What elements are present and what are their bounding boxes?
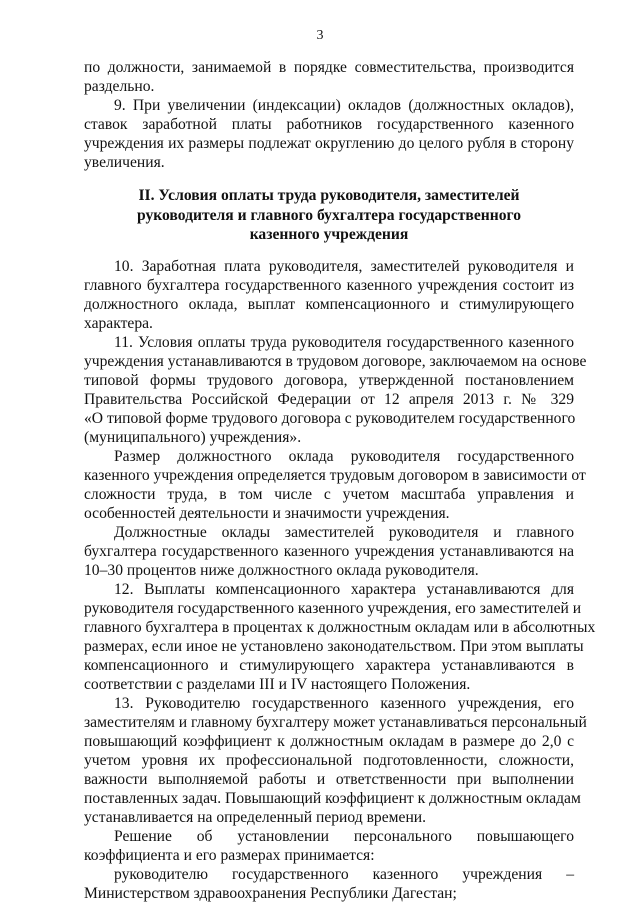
paragraph-9 — [84, 96, 574, 172]
text-line: учетом уровня их профессиональной подготовленности, сложности, — [84, 751, 574, 769]
text-line: 10. Заработная плата руководителя, заместителей руководителя и — [114, 257, 574, 275]
paragraph-13-decision — [84, 827, 574, 865]
text-line: соответствии с разделами III и IV настоящего Положения. — [84, 675, 471, 693]
text-line: главного бухгалтера в процентах к должностным окладам или в абсолютных — [84, 618, 596, 636]
text-line: Министерством здравоохранения Республики Дагестан; — [84, 884, 457, 902]
text-line: 12. Выплаты компенсационного характера устанавливаются для — [114, 580, 574, 598]
paragraph-13 — [84, 694, 587, 827]
text-line: главного бухгалтера государственного казенного учреждения состоит из — [84, 276, 574, 294]
text-line: по должности, занимаемой в порядке совместительства, производится — [84, 59, 574, 76]
heading-line: II. Условия оплаты труда руководителя, заместителей — [138, 187, 520, 204]
text-line: ставок заработной платы работников государственного казенного — [84, 116, 574, 133]
text-line: бухгалтера государственного казенного учреждения устанавливаются на — [84, 542, 574, 560]
text-line: типовой формы трудового договора, утвержденной постановлением — [84, 371, 574, 389]
text-line: заместителям и главному бухгалтеру может устанавливаться персональный — [84, 713, 587, 731]
text-line: увеличения. — [84, 154, 165, 171]
text-line: размерах, если иное не установлено законодательством. При этом выплаты — [84, 637, 584, 655]
text-line: коэффициента и его размерах принимается: — [84, 846, 375, 864]
text-line: (муниципального) учреждения». — [84, 428, 302, 446]
text-line: Должностные оклады заместителей руководителя и главного — [114, 523, 574, 541]
text-line: поставленных задач. Повышающий коэффициент к должностным окладам — [84, 789, 581, 807]
heading-line: казенного учреждения — [249, 226, 409, 243]
text-line: руководителя государственного казенного учреждения, его заместителей и — [84, 599, 582, 617]
paragraph-continuation — [84, 58, 574, 96]
text-line: «О типовой форме трудового договора с руководителем государственного — [84, 409, 576, 427]
text-line: учреждения устанавливаются в трудовом договоре, заключаемом на основе — [84, 352, 587, 370]
text-line: руководителю государственного казенного учреждения – — [114, 865, 574, 883]
paragraph-12 — [84, 580, 596, 694]
paragraph-11-deputies — [84, 523, 574, 580]
paragraph-10 — [84, 257, 574, 333]
text-line: 9. При увеличении (индексации) окладов (должностных окладов), — [114, 97, 574, 114]
text-line: 11. Условия оплаты труда руководителя государственного казенного — [114, 333, 574, 351]
text-line: важности выполняемой работы и ответственности при выполнении — [84, 770, 574, 788]
text-line: 13. Руководителю государственного казенного учреждения, его — [114, 694, 574, 712]
text-line: сложности труда, в том числе с учетом масштаба управления и — [84, 485, 574, 503]
text-line: учреждения их размеры подлежат округлению до целого рубля в сторону — [84, 135, 574, 152]
text-line: повышающий коэффициент к должностным окладам в размере до 2,0 с — [84, 732, 574, 750]
paragraph-13-ministry — [84, 865, 574, 903]
text-line: Правительства Российской Федерации от 12 апреля 2013 г. № 329 — [84, 390, 574, 408]
paragraph-11 — [84, 333, 587, 447]
text-line: компенсационного и стимулирующего характера устанавливаются в — [84, 656, 574, 674]
paragraph-11-salary — [84, 447, 586, 523]
text-line: должностного оклада, выплат компенсационного и стимулирующего — [84, 295, 574, 313]
heading-line: руководителя и главного бухгалтера государственного — [136, 206, 522, 224]
text-line: особенностей деятельности и значимости учреждения. — [84, 504, 450, 522]
section-heading — [84, 186, 574, 245]
text-line: характера. — [84, 314, 153, 332]
text-line: Решение об установлении персонального повышающего — [114, 827, 574, 845]
page-number: 3 — [316, 28, 324, 43]
document-body — [84, 58, 596, 903]
text-line: устанавливается на определенный период времени. — [84, 808, 427, 826]
text-line: раздельно. — [84, 78, 155, 95]
text-line: 10–30 процентов ниже должностного оклада руководителя. — [84, 561, 479, 579]
text-line: казенного учреждения определяется трудовым договором в зависимости от — [84, 466, 586, 484]
text-line: Размер должностного оклада руководителя государственного — [114, 447, 574, 465]
